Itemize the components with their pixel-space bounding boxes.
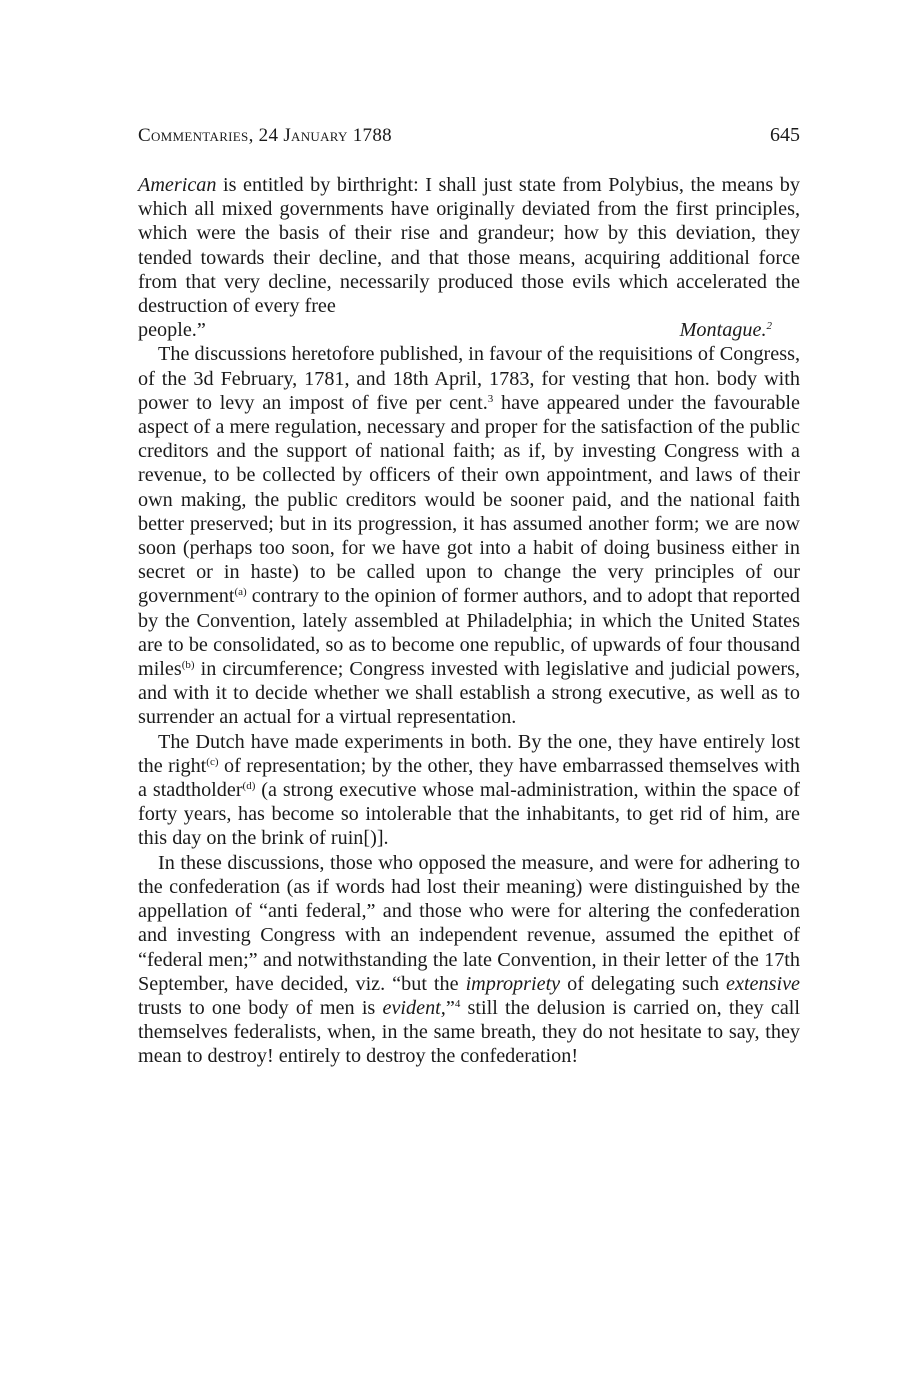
document-page — [138, 120, 800, 1069]
note-ref-b: (b) — [181, 659, 195, 672]
para1-text-3: contrary to the opinion of former authors, and to adopt that reported by the Convention, lately assembled at Philadelphia; in which the United States are to be consolidated, so as to become one republic, of upwards of four thousand miles — [138, 585, 800, 681]
para2-text-3: (a strong executive whose mal-administration, within the space of forty years, has become so intolerable that the inhabitants, to get rid of him, are this day on the brink of ruin[)]. — [138, 779, 800, 850]
para3-italic-evident: evident, — [382, 996, 446, 1019]
quote-paragraph — [138, 173, 800, 318]
para2-text-1: The Dutch have made experiments in both. By the one, they have entirely lost the right — [138, 730, 800, 777]
quote-signature-line — [138, 318, 800, 342]
signature-name: Montague. — [679, 319, 767, 342]
para3-text-2: of delegating such — [560, 972, 727, 995]
paragraph-dutch — [138, 730, 800, 851]
para1-text-1: The discussions heretofore published, in favour of the requisitions of Congress, of the 3d February, 1781, and 18th April, 1783, for vesting that hon. body with power to levy an impost of five per cent. — [138, 343, 800, 414]
page-number: 645 — [770, 124, 800, 146]
para3-italic-impropriety: impropriety — [465, 972, 561, 995]
paragraph-requisitions — [138, 342, 800, 729]
footnote-ref-2: 2 — [766, 320, 772, 333]
note-ref-d: (d) — [242, 780, 256, 793]
footnote-ref-4: 4 — [454, 997, 461, 1010]
note-ref-a: (a) — [234, 586, 247, 599]
para3-italic-extensive: extensive — [726, 972, 800, 995]
quote-last-word: people.” — [138, 319, 206, 342]
running-header — [138, 120, 800, 151]
para3-text-3: trusts to one body of men is — [138, 996, 383, 1019]
quote-lead-italic: American — [138, 174, 217, 196]
body-text — [138, 173, 800, 1069]
paragraph-discussions — [138, 851, 800, 1069]
para3-text-4: ” — [445, 996, 455, 1019]
para2-text-2: of representation; by the other, they have embarrassed themselves with a stadtholder — [138, 754, 800, 802]
quote-text: is entitled by birthright: I shall just state from Polybius, the means by which all mixed governments have originally deviated from the first principles, which were the basis of their rise and grandeur; how by this deviation, they tended towards their decline, and that those means, acquiring additional force from that very decline, necessarily produced those evils which accelerated the destruction of every free — [138, 174, 800, 318]
quote-signature — [680, 319, 772, 341]
running-title: Commentaries, 24 January 1788 — [138, 125, 392, 146]
footnote-ref-3: 3 — [487, 392, 494, 405]
note-ref-c: (c) — [206, 755, 219, 768]
para1-text-2: have appeared under the favourable aspect of a mere regulation, necessary and proper for the satisfaction of the public creditors and the support of national faith; as if, by investing Congress with a revenue, to be collected by officers of their own appointment, and laws of their own making, the public creditors would be sooner paid, and the national faith better preserved; but in its progression, it has assumed another form; we are now soon (perhaps too soon, for we have got into a habit of doing business either in secret or in haste) to be called upon to change the very principles of our government — [138, 391, 800, 608]
para3-text-1: In these discussions, those who opposed the measure, and were for adhering to the confederation (as if words had lost their meaning) were distinguished by the appellation of “anti federal,” and those who were for altering the confederation and investing Congress with an independent revenue, assumed the epithet of “federal men;” and notwithstanding the late Convention, in their letter of the 17th September, have decided, viz. “but the — [138, 851, 800, 995]
para1-text-4: in circumference; Congress invested with legislative and judicial powers, and with it to decide whether we shall establish a strong executive, as well as to surrender an actual for a virtual representation. — [138, 658, 800, 729]
para3-text-5: still the delusion is carried on, they call themselves federalists, when, in the same breath, they do not hesitate to say, they mean to destroy! entirely to destroy the confederation! — [138, 996, 800, 1068]
